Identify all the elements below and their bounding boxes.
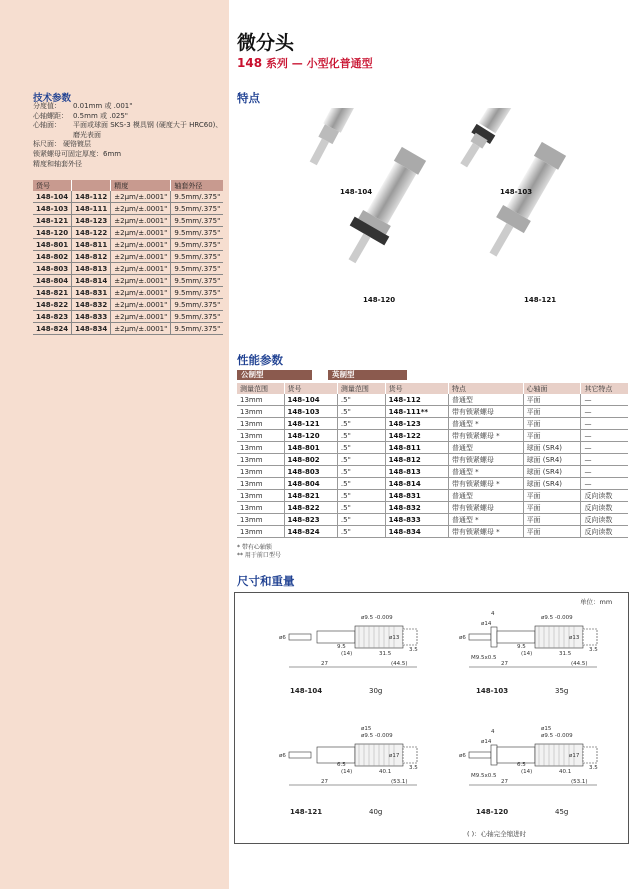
table-cell: 9.5mm/.375" <box>171 311 223 323</box>
table-cell: 148-120 <box>284 430 337 442</box>
table-cell: .5" <box>337 490 385 502</box>
table-cell: 球面 (SR4) <box>523 466 581 478</box>
table-cell: 9.5mm/.375" <box>171 227 223 239</box>
dimension-label-thread: M9.5x0.5 <box>471 655 497 661</box>
dimension-label-d6: ø6 <box>279 753 286 759</box>
table-cell: — <box>581 418 628 430</box>
spindle-shape <box>469 752 491 758</box>
table-cell: 反向读数 <box>581 526 628 538</box>
table-cell: — <box>581 478 628 490</box>
table-cell: 9.5mm/.375" <box>171 263 223 275</box>
features-heading: 特点 <box>237 91 260 105</box>
table-cell: 9.5mm/.375" <box>171 203 223 215</box>
drawing-weight: 45g <box>555 808 569 816</box>
table-cell: 148-811 <box>385 442 448 454</box>
table-cell: 148-122 <box>385 430 448 442</box>
spindle-shape <box>469 634 491 640</box>
series-number: 148 <box>237 56 263 70</box>
table-cell: 148-812 <box>72 251 111 263</box>
retracted-outline <box>583 629 597 645</box>
table-cell: 反向读数 <box>581 514 628 526</box>
spindle-shape <box>289 634 311 640</box>
lock-nut-shape <box>491 745 497 765</box>
table-cell: 球面 (SR4) <box>523 442 581 454</box>
dimension-label-d15: ø15 <box>541 726 552 732</box>
table-cell: 148-111 <box>72 203 111 215</box>
table-cell: ±2μm/±.0001" <box>111 239 171 251</box>
table-cell: 13mm <box>237 442 284 454</box>
table-cell: — <box>581 466 628 478</box>
table-row <box>237 526 628 538</box>
table-cell: 148-813 <box>72 263 111 275</box>
table-cell: 148-812 <box>385 454 448 466</box>
table-cell: 148-811 <box>72 239 111 251</box>
table-row <box>33 275 223 287</box>
table-cell: 平面 <box>523 430 581 442</box>
tech-spec-value: 0.01mm 或 .001" <box>73 102 133 110</box>
table-cell: 148-802 <box>284 454 337 466</box>
tech-spec-key: 心轴面： <box>33 121 61 130</box>
lock-nut-shape <box>491 627 497 647</box>
table-row <box>237 502 628 514</box>
table-cell: 平面 <box>523 490 581 502</box>
table-cell: 148-823 <box>284 514 337 526</box>
dimension-label-27: 27 <box>501 661 508 667</box>
drawing-model: 148-121 <box>290 808 323 816</box>
table-cell: 9.5mm/.375" <box>171 215 223 227</box>
dimension-label-35: 3.5 <box>409 765 418 771</box>
table-cell: 148-823 <box>33 311 72 323</box>
retracted-outline <box>583 747 597 763</box>
dimension-label-sleeve: 6.5 <box>517 762 526 768</box>
table-cell: 13mm <box>237 418 284 430</box>
col-header: 特点 <box>448 383 523 394</box>
table-cell: 9.5mm/.375" <box>171 287 223 299</box>
table-row <box>33 287 223 299</box>
table-cell: 148-833 <box>72 311 111 323</box>
table-cell: 13mm <box>237 406 284 418</box>
dimension-label-35: 3.5 <box>589 765 598 771</box>
table-cell: .5" <box>337 454 385 466</box>
col-header: 测量范围 <box>337 383 385 394</box>
table-cell: 148-831 <box>385 490 448 502</box>
table-cell: 13mm <box>237 394 284 406</box>
table-cell: 带有锁紧螺母 * <box>448 430 523 442</box>
table-cell: 148-801 <box>284 442 337 454</box>
table-cell: ±2μm/±.0001" <box>111 323 171 335</box>
tech-spec-key <box>33 131 73 141</box>
dimension-label-thimble-dia: ø13 <box>569 635 580 641</box>
dimension-label-d95: ø9.5 -0.009 <box>361 733 393 739</box>
table-cell: ±2μm/±.0001" <box>111 203 171 215</box>
table-row <box>237 514 628 526</box>
table-cell: 平面 <box>523 502 581 514</box>
dimension-drawings <box>236 605 626 830</box>
tech-spec-row <box>33 131 222 141</box>
dimension-label-thread: M9.5x0.5 <box>471 773 497 779</box>
col-header <box>72 180 111 191</box>
table-cell: 148-822 <box>284 502 337 514</box>
photo-label: 148-104 <box>340 188 373 196</box>
dimension-label-thimble-dia: ø17 <box>389 753 400 759</box>
table-row <box>237 454 628 466</box>
table-cell: 148-803 <box>33 263 72 275</box>
dimension-footnote: ( )：心轴完全缩进时 <box>467 830 527 838</box>
table-row <box>33 311 223 323</box>
table-cell: 带有锁紧螺母 * <box>448 526 523 538</box>
table-cell: ±2μm/±.0001" <box>111 215 171 227</box>
dimension-label-d14: ø14 <box>481 621 492 627</box>
tech-spec-value: 硬铬镀层 <box>63 140 91 149</box>
table-cell: 148-822 <box>33 299 72 311</box>
table-cell: 带有锁紧螺母 <box>448 406 523 418</box>
dimension-label-4: 4 <box>491 729 495 735</box>
table-cell: ±2μm/±.0001" <box>111 263 171 275</box>
dimension-label-d15: ø15 <box>361 726 372 732</box>
table-cell: 平面 <box>523 394 581 406</box>
unit-label: 单位：mm <box>580 598 613 606</box>
table-cell: 148-120 <box>33 227 72 239</box>
col-header: 货号 <box>33 180 72 191</box>
table-cell: 普通型 * <box>448 514 523 526</box>
drawing-weight: 35g <box>555 687 569 695</box>
dimension-label-sleeve: 9.5 <box>517 644 526 650</box>
dimension-label-total: (44.5) <box>571 661 588 667</box>
table-cell: ±2μm/±.0001" <box>111 311 171 323</box>
table-cell: .5" <box>337 514 385 526</box>
tech-spec-key: 心轴螺距： <box>33 111 68 120</box>
dimension-label-body: 31.5 <box>559 651 572 657</box>
tech-spec-value: 平面或球面 SKS-3 模具钢 (硬度大于 HRC60)、 <box>73 121 223 130</box>
product-photos <box>237 108 627 340</box>
dimensions-heading: 尺寸和重量 <box>237 574 295 588</box>
photo-label: 148-103 <box>500 188 533 196</box>
tech-specs-list <box>33 102 222 169</box>
col-header: 测量范围 <box>237 383 284 394</box>
sleeve-shape <box>497 631 535 643</box>
dimension-label-thimble-dia: ø17 <box>569 753 580 759</box>
table-row <box>33 191 223 203</box>
table-row <box>237 442 628 454</box>
col-header: 精度 <box>111 180 171 191</box>
table-cell: 平面 <box>523 406 581 418</box>
dimension-label-27: 27 <box>321 779 328 785</box>
table-cell: 148-834 <box>385 526 448 538</box>
table-cell: 带有锁紧螺母 <box>448 502 523 514</box>
dimension-label-14: (14) <box>341 769 353 775</box>
table-cell: 9.5mm/.375" <box>171 299 223 311</box>
micrometer-photo-148-104 <box>303 108 373 169</box>
table-cell: 148-121 <box>284 418 337 430</box>
table-cell: 148-104 <box>33 191 72 203</box>
table-cell: 9.5mm/.375" <box>171 191 223 203</box>
micrometer-photo-148-121 <box>479 141 568 263</box>
table-row <box>33 215 223 227</box>
dimension-label-body: 40.1 <box>559 769 572 775</box>
inch-tag: 英制型 <box>328 370 407 380</box>
table-cell: 13mm <box>237 526 284 538</box>
tech-spec-row <box>33 140 222 150</box>
dimension-label-d95: ø9.5 -0.009 <box>541 615 573 621</box>
table-cell: 9.5mm/.375" <box>171 251 223 263</box>
table-cell: 148-121 <box>33 215 72 227</box>
table-cell: 带有锁紧螺母 * <box>448 478 523 490</box>
performance-heading: 性能参数 <box>237 353 283 367</box>
table-cell: ±2μm/±.0001" <box>111 275 171 287</box>
table-cell: 148-821 <box>284 490 337 502</box>
dimension-label-d6: ø6 <box>459 753 466 759</box>
table-cell: 普通型 * <box>448 418 523 430</box>
table-cell: ±2μm/±.0001" <box>111 251 171 263</box>
dimension-label-d6: ø6 <box>459 635 466 641</box>
dimension-label-d14: ø14 <box>481 739 492 745</box>
table-cell: 148-804 <box>284 478 337 490</box>
table-row <box>237 418 628 430</box>
tech-spec-value: 磨光表面 <box>73 130 101 139</box>
table-cell: .5" <box>337 406 385 418</box>
tech-spec-value: 锁紧螺母可固定厚度：6mm <box>33 149 122 158</box>
table-cell: 148-802 <box>33 251 72 263</box>
sleeve-shape <box>497 747 535 763</box>
table-cell: 148-814 <box>72 275 111 287</box>
col-header: 货号 <box>385 383 448 394</box>
table-cell: ±2μm/±.0001" <box>111 191 171 203</box>
tech-spec-row <box>33 121 222 131</box>
dimension-label-thimble-dia: ø13 <box>389 635 400 641</box>
table-cell: 148-832 <box>72 299 111 311</box>
dimension-label-14: (14) <box>341 651 353 657</box>
note: * 带有心轴锁 <box>237 544 272 551</box>
table-row <box>237 430 628 442</box>
table-row <box>33 239 223 251</box>
table-cell: 148-804 <box>33 275 72 287</box>
table-cell: 148-831 <box>72 287 111 299</box>
spindle-shape <box>289 752 311 758</box>
table-cell: 13mm <box>237 430 284 442</box>
table-cell: 148-821 <box>33 287 72 299</box>
table-cell: 148-123 <box>72 215 111 227</box>
dimension-label-d95: ø9.5 -0.009 <box>361 615 393 621</box>
drawing-model: 148-120 <box>476 808 509 816</box>
table-cell: 平面 <box>523 418 581 430</box>
tech-spec-row <box>33 160 222 170</box>
micrometer-photo-148-120 <box>335 144 432 271</box>
table-row <box>33 251 223 263</box>
table-cell: 148-122 <box>72 227 111 239</box>
dimension-label-35: 3.5 <box>409 647 418 653</box>
performance-table <box>237 383 628 538</box>
col-header: 轴套外径 <box>171 180 223 191</box>
dimension-label-total: (53.1) <box>391 779 408 785</box>
table-cell: 148-112 <box>72 191 111 203</box>
series-description: 系列 — 小型化普通型 <box>265 57 373 70</box>
table-cell: 反向读数 <box>581 490 628 502</box>
table-cell: ±2μm/±.0001" <box>111 287 171 299</box>
table-cell: — <box>581 394 628 406</box>
dimension-label-27: 27 <box>501 779 508 785</box>
table-cell: 普通型 <box>448 442 523 454</box>
table-cell: 148-103 <box>33 203 72 215</box>
table-cell: .5" <box>337 394 385 406</box>
col-header: 其它特点 <box>581 383 628 394</box>
tech-spec-row <box>33 150 222 160</box>
table-cell: 148-813 <box>385 466 448 478</box>
table-cell: .5" <box>337 478 385 490</box>
drawing-model: 148-104 <box>290 687 323 695</box>
table-cell: 148-112 <box>385 394 448 406</box>
table-row <box>237 478 628 490</box>
table-cell: 13mm <box>237 514 284 526</box>
table-cell: 平面 <box>523 514 581 526</box>
dimension-label-total: (53.1) <box>571 779 588 785</box>
dimension-label-body: 40.1 <box>379 769 392 775</box>
tech-specs-heading: 技术参数 <box>33 93 72 104</box>
col-header: 货号 <box>284 383 337 394</box>
table-cell: 148-123 <box>385 418 448 430</box>
table-cell: — <box>581 430 628 442</box>
table-cell: 普通型 * <box>448 466 523 478</box>
table-cell: .5" <box>337 430 385 442</box>
dimension-label-d6: ø6 <box>279 635 286 641</box>
table-cell: 13mm <box>237 490 284 502</box>
table-cell: 148-111** <box>385 406 448 418</box>
table-cell: 13mm <box>237 478 284 490</box>
table-cell: ±2μm/±.0001" <box>111 227 171 239</box>
dimension-label-sleeve: 6.5 <box>337 762 346 768</box>
tech-spec-value: 0.5mm 或 .025" <box>73 111 129 120</box>
table-row <box>33 227 223 239</box>
table-cell: 13mm <box>237 466 284 478</box>
table-cell: 148-803 <box>284 466 337 478</box>
table-row <box>237 466 628 478</box>
table-cell: 148-832 <box>385 502 448 514</box>
tech-spec-row <box>33 112 222 122</box>
table-cell: 148-801 <box>33 239 72 251</box>
dimension-label-d95: ø9.5 -0.009 <box>541 733 573 739</box>
table-cell: — <box>581 406 628 418</box>
table-header-row <box>237 383 628 394</box>
note: ** 用于前口型号 <box>237 552 281 559</box>
table-cell: ±2μm/±.0001" <box>111 299 171 311</box>
table-row <box>237 490 628 502</box>
table-cell: 148-824 <box>284 526 337 538</box>
table-cell: .5" <box>337 526 385 538</box>
sleeve-shape <box>317 747 355 763</box>
table-cell: 反向读数 <box>581 502 628 514</box>
metric-tag: 公制型 <box>237 370 312 380</box>
drawing-weight: 40g <box>369 808 383 816</box>
sleeve-shape <box>317 631 355 643</box>
table-cell: — <box>581 454 628 466</box>
drawing-weight: 30g <box>369 687 383 695</box>
dimension-label-14: (14) <box>521 769 533 775</box>
table-row <box>33 323 223 335</box>
dimension-label-4: 4 <box>491 611 495 617</box>
table-cell: 带有锁紧螺母 <box>448 454 523 466</box>
dimension-label-35: 3.5 <box>589 647 598 653</box>
dimension-label-total: (44.5) <box>391 661 408 667</box>
dimension-label-27: 27 <box>321 661 328 667</box>
page-title: 微分头 <box>237 32 295 54</box>
retracted-outline <box>403 747 417 763</box>
table-cell: 148-824 <box>33 323 72 335</box>
table-row <box>33 299 223 311</box>
table-cell: 平面 <box>523 526 581 538</box>
table-cell: 普通型 <box>448 490 523 502</box>
table-cell: — <box>581 442 628 454</box>
photo-label: 148-121 <box>524 296 557 304</box>
table-cell: 9.5mm/.375" <box>171 275 223 287</box>
table-cell: 148-833 <box>385 514 448 526</box>
table-row <box>237 406 628 418</box>
performance-notes <box>237 544 281 560</box>
table-cell: 148-103 <box>284 406 337 418</box>
table-cell: 球面 (SR4) <box>523 454 581 466</box>
table-row <box>33 203 223 215</box>
table-cell: 148-104 <box>284 394 337 406</box>
tech-spec-row <box>33 102 222 112</box>
table-cell: 13mm <box>237 502 284 514</box>
table-cell: .5" <box>337 418 385 430</box>
drawing-model: 148-103 <box>476 687 509 695</box>
table-cell: 球面 (SR4) <box>523 478 581 490</box>
table-cell: .5" <box>337 442 385 454</box>
table-cell: 148-814 <box>385 478 448 490</box>
col-header: 心轴面 <box>523 383 581 394</box>
tech-spec-key: 标尺面： <box>33 140 61 149</box>
table-cell: 148-834 <box>72 323 111 335</box>
table-header-row <box>33 180 223 191</box>
table-cell: 普通型 <box>448 394 523 406</box>
table-cell: 9.5mm/.375" <box>171 239 223 251</box>
page-subtitle <box>237 55 373 71</box>
table-cell: 9.5mm/.375" <box>171 323 223 335</box>
table-row <box>237 394 628 406</box>
tech-spec-value: 精度和轴套外径 <box>33 159 82 168</box>
micrometer-photo-148-103 <box>454 108 532 172</box>
dimension-label-sleeve: 9.5 <box>337 644 346 650</box>
table-cell: 13mm <box>237 454 284 466</box>
photo-label: 148-120 <box>363 296 396 304</box>
accuracy-table <box>33 180 223 335</box>
table-cell: .5" <box>337 466 385 478</box>
table-cell: .5" <box>337 502 385 514</box>
dimension-label-14: (14) <box>521 651 533 657</box>
table-row <box>33 263 223 275</box>
retracted-outline <box>403 629 417 645</box>
dimension-label-body: 31.5 <box>379 651 392 657</box>
tech-spec-key: 分度值： <box>33 102 61 110</box>
